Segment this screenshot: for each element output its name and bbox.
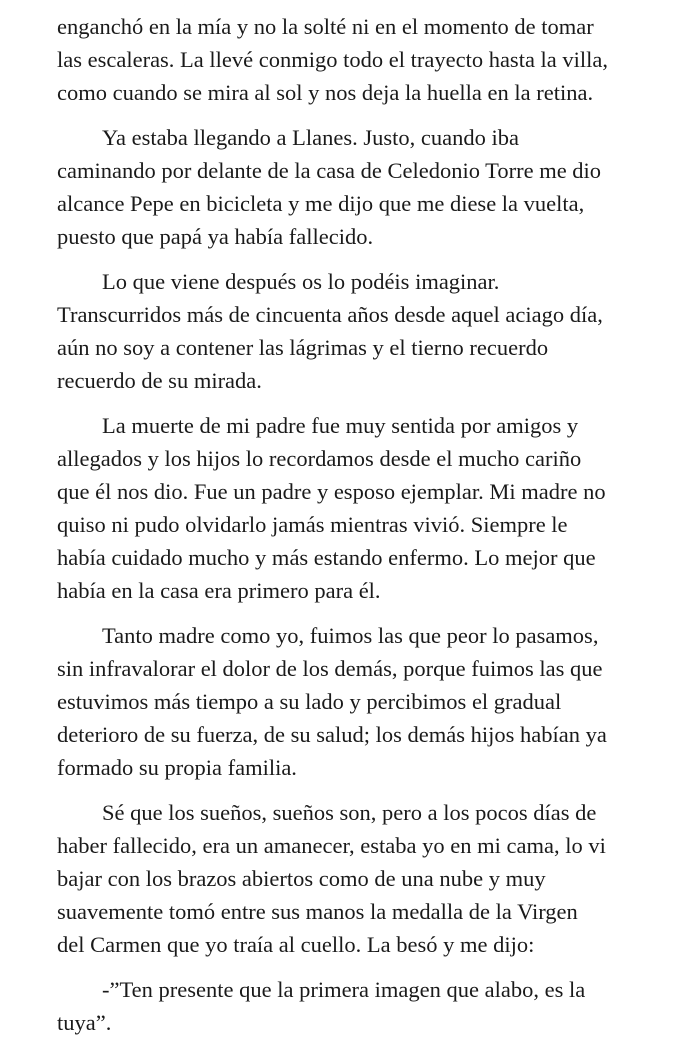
text-line: suavemente tomó entre sus manos la medalla de la Virgen: [57, 899, 578, 924]
text-line: -”Ten presente que la primera imagen que alabo, es la: [102, 977, 586, 1002]
text-line: estuvimos más tiempo a su lado y percibimos el gradual: [57, 689, 562, 714]
text-line: enganchó en la mía y no la solté ni en el momento de tomar: [57, 14, 594, 39]
text-line: haber fallecido, era un amanecer, estaba yo en mi cama, lo vi: [57, 833, 606, 858]
text-line: allegados y los hijos lo recordamos desde el mucho cariño: [57, 446, 582, 471]
text-line: Tanto madre como yo, fuimos las que peor lo pasamos,: [102, 623, 599, 648]
text-line: recuerdo de su mirada.: [57, 368, 262, 393]
paragraph-2: [57, 121, 657, 253]
text-line: caminando por delante de la casa de Celedonio Torre me dio: [57, 158, 602, 183]
text-line: había cuidado mucho y más estando enfermo. Lo mejor que: [57, 545, 596, 570]
text-line: Lo que viene después os lo podéis imaginar.: [102, 269, 500, 294]
text-line: puesto que papá ya había fallecido.: [57, 224, 374, 249]
text-line: deterioro de su fuerza, de su salud; los demás hijos habían ya: [57, 722, 607, 747]
text-line: aún no soy a contener las lágrimas y el tierno recuerdo: [57, 335, 549, 360]
paragraph-6: [57, 796, 657, 961]
text-line: Ya estaba llegando a Llanes. Justo, cuando iba: [102, 125, 519, 150]
text-line: que él nos dio. Fue un padre y esposo ejemplar. Mi madre no: [57, 479, 606, 504]
paragraph-1: [57, 10, 657, 109]
text-line: quiso ni pudo olvidarlo jamás mientras vivió. Siempre le: [57, 512, 568, 537]
text-line: alcance Pepe en bicicleta y me dijo que me diese la vuelta,: [57, 191, 585, 216]
text-line: bajar con los brazos abiertos como de una nube y muy: [57, 866, 546, 891]
paragraph-5: [57, 619, 657, 784]
text-line: del Carmen que yo traía al cuello. La besó y me dijo:: [57, 932, 535, 957]
text-line: sin infravalorar el dolor de los demás, porque fuimos las que: [57, 656, 603, 681]
text-line: Sé que los sueños, sueños son, pero a los pocos días de: [102, 800, 597, 825]
document-page: [57, 10, 657, 1051]
paragraph-7: [57, 973, 657, 1039]
text-line: las escaleras. La llevé conmigo todo el trayecto hasta la villa,: [57, 47, 609, 72]
text-line: tuya”.: [57, 1010, 112, 1035]
paragraph-4: [57, 409, 657, 607]
text-line: formado su propia familia.: [57, 755, 297, 780]
text-line: como cuando se mira al sol y nos deja la huella en la retina.: [57, 80, 594, 105]
paragraph-3: [57, 265, 657, 397]
text-line: La muerte de mi padre fue muy sentida por amigos y: [102, 413, 579, 438]
text-line: había en la casa era primero para él.: [57, 578, 381, 603]
text-line: Transcurridos más de cincuenta años desde aquel aciago día,: [57, 302, 603, 327]
